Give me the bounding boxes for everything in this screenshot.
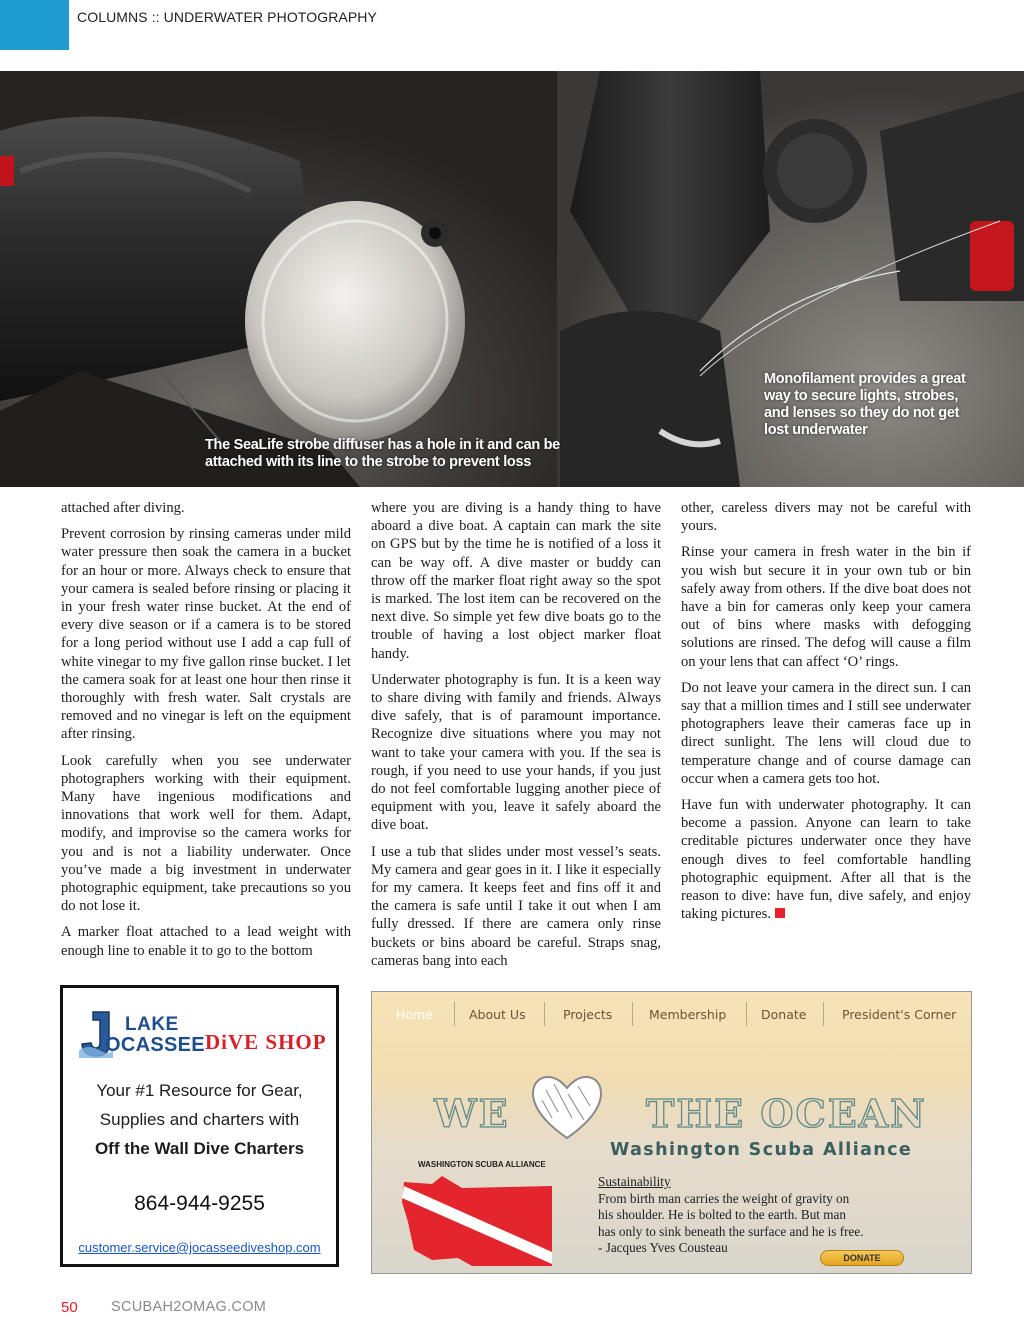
quote-line: has only to sink beneath the surface and he is free. bbox=[598, 1223, 864, 1239]
banner-the-ocean: THE OCEAN bbox=[646, 1091, 927, 1136]
map-label: WASHINGTON SCUBA ALLIANCE bbox=[418, 1160, 546, 1169]
logo-dive-shop-text: DiVE SHOP bbox=[205, 1030, 327, 1054]
nav-about-us[interactable]: About Us bbox=[469, 1007, 526, 1022]
donate-button[interactable]: DONATE bbox=[820, 1250, 904, 1266]
paragraph: I use a tub that slides under most vessel’s seats. My camera and gear goes in it. I like it especially for my camera. It keeps feet and fins off it and the camera is safe until I take it out when I am fully dressed. If there are camera only rinse buckets or bins aboard be careful. Straps snag, cameras bang into each bbox=[371, 843, 661, 969]
nav-divider bbox=[544, 1002, 545, 1026]
organization-name: Washington Scuba Alliance bbox=[610, 1140, 913, 1160]
quote-line: From birth man carries the weight of gravity on bbox=[598, 1190, 850, 1206]
magazine-site: SCUBAH2OMAG.COM bbox=[111, 1299, 267, 1315]
nav-projects[interactable]: Projects bbox=[563, 1007, 613, 1022]
ad-line-2: Supplies and charters with bbox=[99, 1110, 300, 1129]
nav-donate[interactable]: Donate bbox=[761, 1007, 807, 1022]
dive-shop-ad[interactable] bbox=[60, 985, 339, 1267]
photo-caption-left: The SeaLife strobe diffuser has a hole in it and can be attached with its line to the strobe to prevent loss bbox=[205, 437, 560, 470]
quote-title: Sustainability bbox=[598, 1174, 671, 1189]
paragraph: where you are diving is a handy thing to have aboard a dive boat. A captain can mark the site on GPS but by the time he is notified of a loss it can be way off. A dive master or buddy can throw off the marker float right away so the spot is marked. The lost item can be recovered on the next dive. So simple yet few dive boats go to the trouble of having a lost object marker float handy. bbox=[371, 500, 661, 662]
article-column-2 bbox=[371, 499, 661, 978]
ad-line-3: Off the Wall Dive Charters bbox=[94, 1139, 305, 1158]
ad-line-1: Your #1 Resource for Gear, bbox=[96, 1081, 303, 1100]
page-number: 50 bbox=[61, 1299, 78, 1316]
nav-membership[interactable]: Membership bbox=[649, 1007, 727, 1022]
paragraph: Look carefully when you see underwater photographers working with their equipment. Many have ingenious modifications and innovations that work well for them. Adapt, modify, and improvise so the camera works for you and is not a liability underwater. Once you’ve made a big investment in underwater photographic equipment, take precautions so you do not lose it. bbox=[61, 752, 351, 915]
paragraph: Do not leave your camera in the direct sun. I can say that a million times and I still see underwater photographers leave their cameras face up in direct sunlight. The lens will cloud due to temperature change and of course damage can occur when a camera gets too hot. bbox=[681, 679, 971, 787]
nav-divider bbox=[823, 1002, 824, 1026]
article-column-3 bbox=[681, 499, 971, 931]
banner-we: WE bbox=[434, 1091, 510, 1136]
nav-divider bbox=[746, 1002, 747, 1026]
nav-divider bbox=[632, 1002, 633, 1026]
paragraph: other, careless divers may not be careful with yours. bbox=[681, 500, 971, 535]
quote-line: his shoulder. He is bolted to the earth. But man bbox=[598, 1207, 846, 1222]
paragraph-last bbox=[681, 796, 971, 923]
header-accent-block bbox=[0, 0, 69, 50]
dive-shop-logo bbox=[75, 1008, 335, 1060]
paragraph: Underwater photography is fun. It is a keen way to share diving with family and friends. Always dive safely, that is of paramount importance. Recognize dive situations where you may not want to take your camera with you. If the sea is rough, if you need to use your hands, if you just do not feel comfortable lugging another piece of equipment with you, leave it safely aboard the dive boat. bbox=[371, 671, 661, 834]
heart-icon bbox=[528, 1070, 606, 1142]
ad-email-link[interactable]: customer.service@jocasseediveshop.com bbox=[78, 1240, 321, 1255]
ad-phone[interactable]: 864-944-9255 bbox=[134, 1192, 265, 1215]
nav-home[interactable]: Home bbox=[396, 1007, 433, 1022]
end-of-article-icon bbox=[775, 908, 785, 918]
nav-divider bbox=[454, 1002, 455, 1026]
photo-caption-right: Monofilament provides a great way to secure lights, strobes, and lenses so they do not get lost underwater bbox=[764, 371, 966, 438]
logo-lake-text: LAKE bbox=[125, 1014, 179, 1035]
logo-jocassee-text: OCASSEE bbox=[105, 1034, 205, 1056]
paragraph: Prevent corrosion by rinsing cameras under mild water pressure then soak the camera in a bucket for an hour or more. Always check to ensure that your camera is sealed before rinsing or placing it in your fresh water rinse bucket. At the end of every dive season or if a camera is to be stored for a long period without use I add a cap full of white vinegar to my five gallon rinse bucket. I let the camera soak for at least one hour then rinse it thoroughly with fresh water. Salt crystals are removed and no vinegar is left on the equipment after rinsing. bbox=[61, 526, 351, 743]
quote-attribution: - Jacques Yves Cousteau bbox=[598, 1240, 728, 1255]
paragraph-text: Have fun with underwater photography. It can become a passion. Anyone can learn to take creditable pictures underwater once they have enough dives to feel comfortable handling photographic equipment. After all that is the reason to dive: have fun, dive safely, and enjoy taking pictures. bbox=[681, 797, 971, 923]
nav-presidents-corner[interactable]: President's Corner bbox=[842, 1007, 957, 1022]
sustainability-quote bbox=[598, 1174, 938, 1257]
article-column-1 bbox=[61, 499, 351, 968]
site-nav bbox=[372, 992, 971, 1036]
paragraph: A marker float attached to a lead weight with enough line to enable it to go to the bottom bbox=[61, 924, 351, 959]
paragraph: Rinse your camera in fresh water in the bin if you wish but secure it in your own tub or bin safely away from others. If the dive boat does not have a bin for cameras only keep your camera out of bins where masks with defogging solutions are rinsed. The defog will cause a film on your lens that can affect ‘O’ rings. bbox=[681, 544, 971, 670]
washington-state-map-icon bbox=[402, 1172, 556, 1268]
washington-scuba-alliance-ad[interactable] bbox=[371, 991, 972, 1274]
section-header: COLUMNS :: UNDERWATER PHOTOGRAPHY bbox=[77, 9, 377, 25]
paragraph: attached after diving. bbox=[61, 500, 185, 516]
